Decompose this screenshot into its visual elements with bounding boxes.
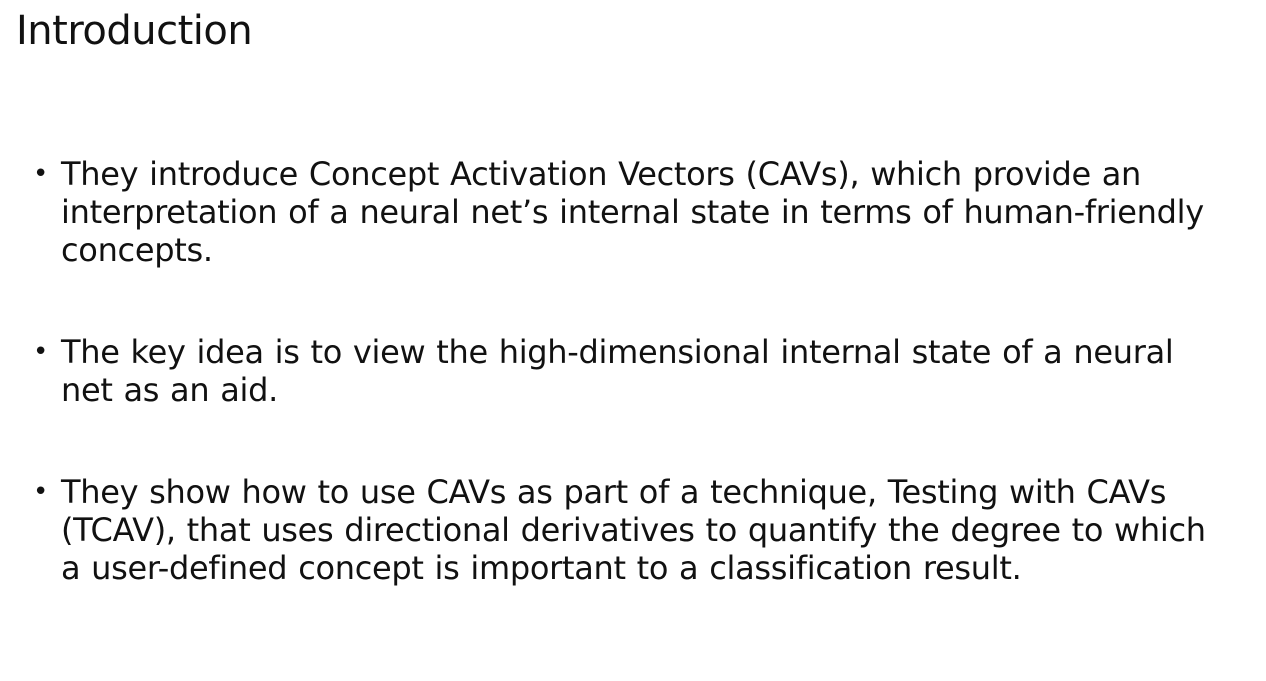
bullet-text: They introduce Concept Activation Vectors (CAVs), which provide an interpretation of a neural net’s internal state in terms of human-friendly concepts. <box>61 155 1204 269</box>
bullet-dot-icon: • <box>33 477 49 507</box>
bullet-item-key-idea <box>33 333 1223 409</box>
slide-title: Introduction <box>16 8 253 54</box>
bullet-dot-icon: • <box>33 337 49 367</box>
bullet-text: They show how to use CAVs as part of a technique, Testing with CAVs (TCAV), that uses directional derivatives to quantify the degree to which a user-defined concept is important to a classification result. <box>61 473 1206 587</box>
bullet-item-tcav <box>33 473 1223 587</box>
bullet-list <box>33 155 1223 587</box>
bullet-dot-icon: • <box>33 159 49 189</box>
bullet-item-cavs <box>33 155 1223 269</box>
bullet-text: The key idea is to view the high-dimensional internal state of a neural net as an aid. <box>61 333 1174 409</box>
